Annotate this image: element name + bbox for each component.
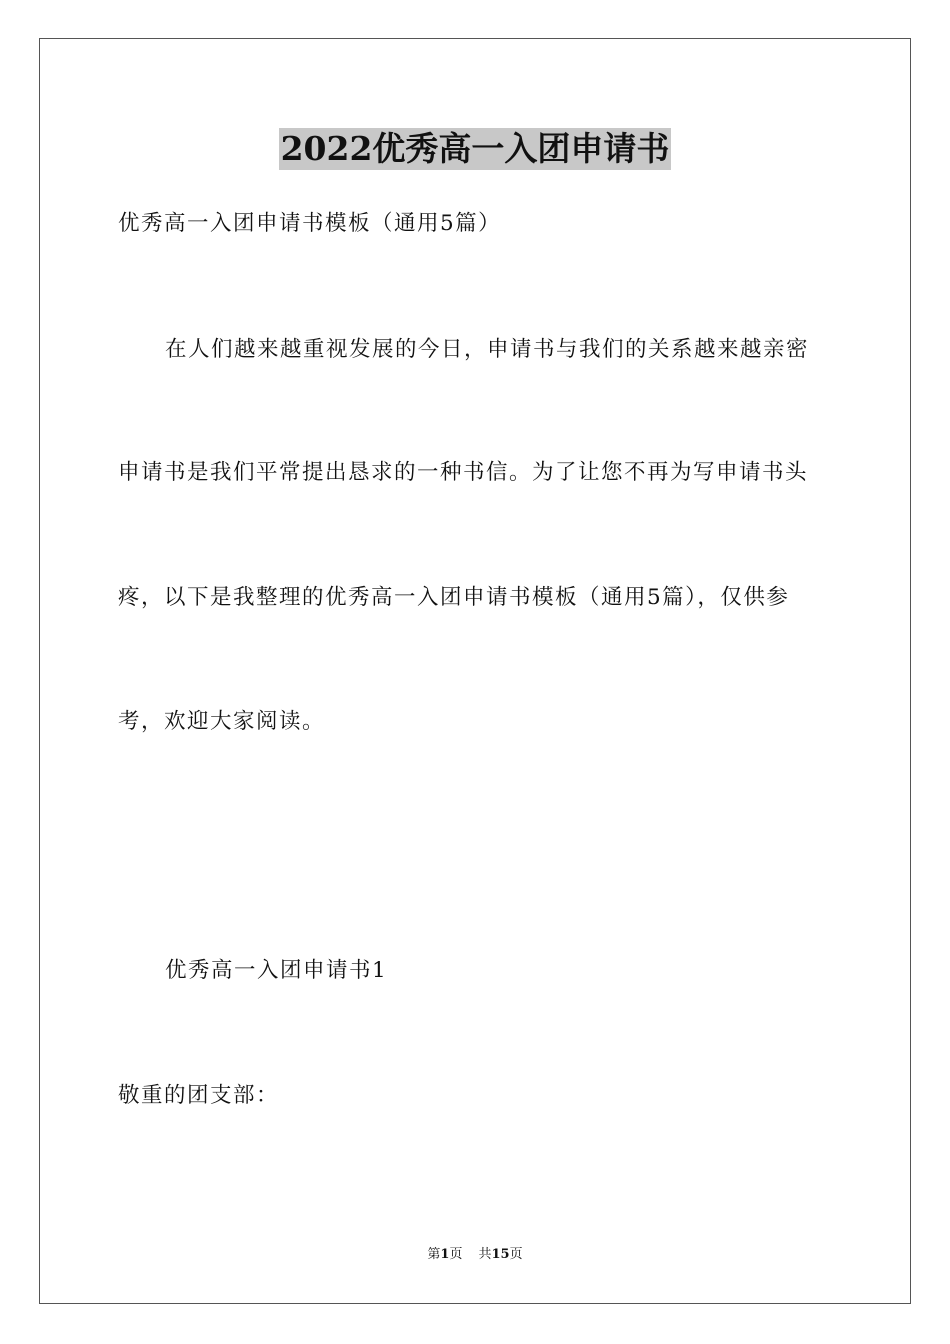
page-suffix: 页 xyxy=(449,1247,463,1262)
intro-line-3: 疼，以下是我整理的优秀高一入团申请书模板（通用5篇），仅供参 xyxy=(118,585,790,610)
title-container xyxy=(0,128,950,170)
page-current: 1 xyxy=(440,1247,450,1262)
page-footer xyxy=(0,1246,950,1264)
intro-line-4: 考，欢迎大家阅读。 xyxy=(118,709,326,734)
page-prefix: 第 xyxy=(427,1247,441,1262)
intro-line-1: 在人们越来越重视发展的今日，申请书与我们的关系越来越亲密 xyxy=(165,337,810,362)
intro-line-2: 申请书是我们平常提出恳求的一种书信。为了让您不再为写申请书头 xyxy=(118,460,809,485)
document-subtitle: 优秀高一入团申请书模板（通用5篇） xyxy=(118,211,502,236)
section-heading: 优秀高一入团申请书1 xyxy=(165,958,388,983)
salutation: 敬重的团支部： xyxy=(118,1083,280,1108)
total-suffix: 页 xyxy=(509,1247,523,1262)
document-title: 2022优秀高一入团申请书 xyxy=(280,129,670,168)
total-prefix: 共 xyxy=(478,1247,492,1262)
page-total: 15 xyxy=(491,1247,510,1262)
